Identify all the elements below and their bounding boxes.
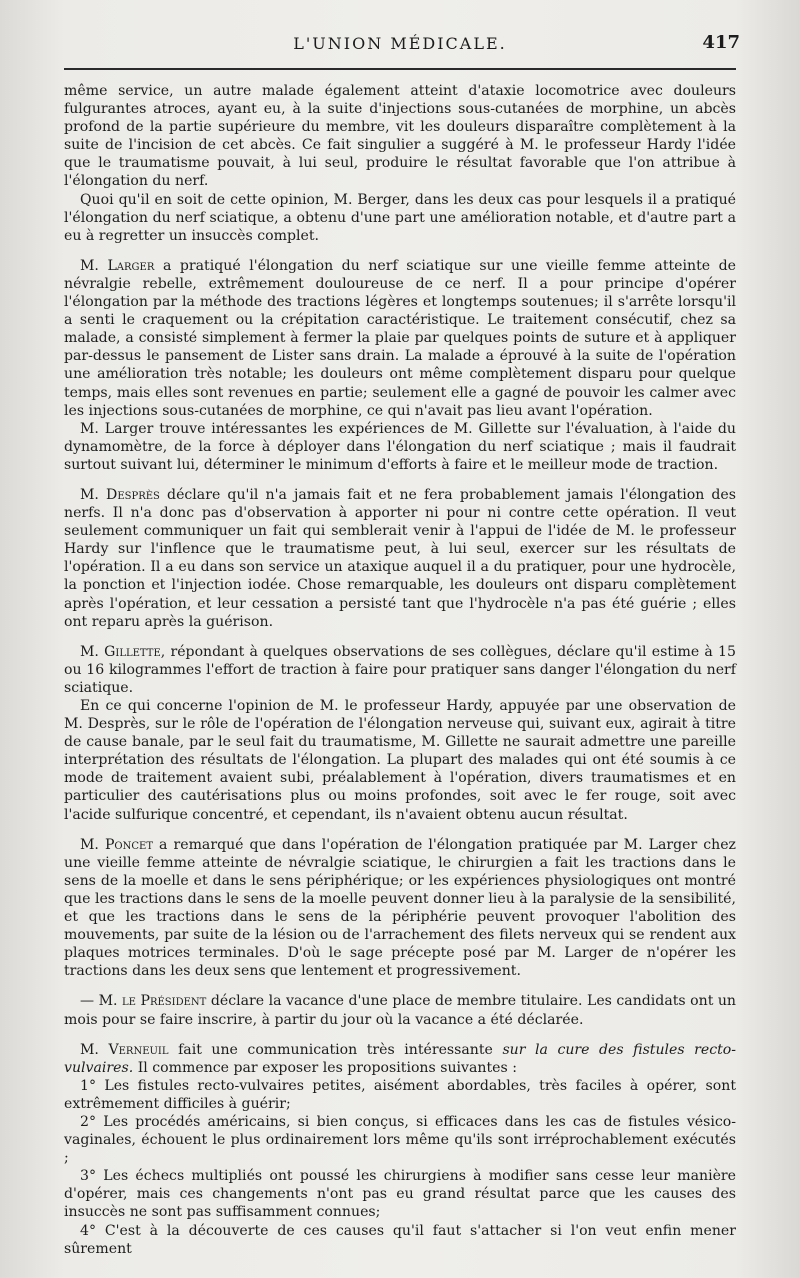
- communication-title: sur la cure des fistules recto-vulvaires.: [64, 1041, 737, 1076]
- paragraph-president: — M. le Président déclare la vacance d'une place de membre titulaire. Les candidats ont un mois pour se faire inscrire, à partir du jour où la vacance a été déclarée.: [64, 993, 737, 1028]
- proposition-1: 1° Les fistules recto-vulvaires petites, aisément abordables, très faciles à opérer, sont extrêmement difficiles à guérir;: [64, 1077, 736, 1112]
- paragraph-despres: M. Desprès déclare qu'il n'a jamais fait et ne fera probablement jamais l'élongation des nerfs. Il n'a donc pas d'observation à apporter ni pour ni contre cette opération. Il veut seulement communiquer un fait qui semblerait venir à l'appui de l'idée de M. le professeur Hardy sur l'inflence que le traumatisme peut, à lui seul, exercer sur les résultats de l'opération. Il a eu dans son service un ataxique auquel il a du pratiquer, pour une hydrocèle, la ponction et l'injection iodée. Chose remarquable, les douleurs ont disparu complètement après l'opération, et leur cessation a persisté tant que l'hydrocèle n'a pas été guérie ; elles ont reparu après la guérison.: [64, 486, 737, 630]
- paragraph-verneuil: M. Verneuil fait une communication très intéressante sur la cure des fistules recto-vulvaires. Il commence par exposer les propositions suivantes :: [64, 1041, 737, 1076]
- speaker-name: Président: [140, 993, 207, 1010]
- speaker-name: M. Larger: [80, 257, 155, 274]
- speaker-name: M. Poncet: [80, 836, 153, 853]
- speaker-name: M. Verneuil: [80, 1041, 169, 1058]
- header-rule: [64, 68, 736, 70]
- paragraph-continuation: même service, un autre malade également atteint d'ataxie locomotrice avec douleurs fulgurantes atroces, ayant eu, à la suite d'injections sous-cutanées de morphine, un abcès profond de la partie supérieure du membre, vit les douleurs disparaître complètement à la suite de l'incision de cet abcès. Ce fait singulier a suggéré à M. le professeur Hardy l'idée que le traumatisme pouvait, à lui seul, produire le résultat favorable que l'on attribue à l'élongation du nerf.: [64, 83, 736, 190]
- proposition-3: 3° Les échecs multipliés ont poussé les chirurgiens à modifier sans cesse leur manière d'opérer, mais ces changements n'ont pas eu grand résultat parce que les causes des insuccès ne sont pas suffisamment connues;: [64, 1168, 736, 1221]
- page-header: [64, 28, 740, 60]
- running-title: L'UNION MÉDICALE.: [293, 34, 507, 53]
- paragraph-gillette: M. Gillette, répondant à quelques observations de ses collègues, déclare qu'il estime à 15 ou 16 kilogrammes l'effort de traction à faire pour pratiquer sans danger l'élongation du nerf sciatique.: [64, 643, 736, 696]
- page-number: 417: [702, 32, 740, 53]
- proposition-2: 2° Les procédés américains, si bien conçus, si efficaces dans les cas de fistules vésico-vaginales, échouent le plus ordinairement lors même qu'ils sont irréprochablement exécutés ;: [64, 1113, 736, 1167]
- speaker-name: M. Desprès: [80, 486, 160, 503]
- body-text: [64, 82, 736, 1258]
- paragraph-berger: Quoi qu'il en soit de cette opinion, M. Berger, dans les deux cas pour lesquels il a pratiqué l'élongation du nerf sciatique, a obtenu d'une part une amélioration notable, et d'autre part a eu à regretter un insuccès complet.: [64, 191, 736, 244]
- speaker-name: M. Gillette,: [80, 643, 166, 660]
- paragraph-larger: M. Larger a pratiqué l'élongation du nerf sciatique sur une vieille femme atteinte de névralgie rebelle, extrêmement douloureuse de ce nerf. Il a pour principe d'opérer l'élongation par la méthode des tractions légères et longtemps soutenues; il s'arrête lorsqu'il a senti le craquement ou la crépitation caractéristique. Le traitement consécutif, chez sa malade, a consisté simplement à fermer la plaie par quelques points de suture et à appliquer par-dessus le pansement de Lister sans drain. La malade a éprouvé à la suite de l'opération une amélioration très notable; les douleurs ont même complètement disparu pour quelque temps, mais elles sont revenues en partie; seulement elle a gagné de pouvoir les calmer avec les injections sous-cutanées de morphine, ce qui n'avait pas lieu avant l'opération.: [64, 257, 736, 419]
- paragraph-poncet: M. Poncet a remarqué que dans l'opération de l'élongation pratiquée par M. Larger chez une vieille femme atteinte de névralgie sciatique, le chirurgien a fait les tractions dans le sens de la moelle et dans le sens périphérique; or les expériences physiologiques ont montré que les tractions dans le sens de la moelle peuvent donner lieu à la paralysie de la sensibilité, et que les tractions dans le sens de la périphérie peuvent provoquer l'abolition des mouvements, par suite de la lésion ou de l'arrachement des filets nerveux qui se rendent aux plaques motrices terminales. D'où le sage précepte posé par M. Larger de n'opérer les tractions dans les deux sens que lentement et progressivement.: [64, 836, 736, 980]
- paragraph-gillette-2: En ce qui concerne l'opinion de M. le professeur Hardy, appuyée par une observation de M. Desprès, sur le rôle de l'opération de l'élongation nerveuse qui, suivant eux, agirait à titre de cause banale, par le seul fait du traumatisme, M. Gillette ne saurait admettre une pareille interprétation des résultats de l'élongation. La plupart des malades qui ont été soumis à ce mode de traitement avaient subi, préalablement à l'opération, divers traumatismes et en particulier des cautérisations plus ou moins profondes, soit avec le fer rouge, soit avec l'acide sulfurique concentré, et cependant, ils n'avaient obtenu aucun résultat.: [64, 698, 736, 823]
- proposition-4: 4° C'est à la découverte de ces causes qu'il faut s'attacher si l'on veut enfin mener sûrement: [64, 1222, 736, 1257]
- paragraph-larger-2: M. Larger trouve intéressantes les expériences de M. Gillette sur l'évaluation, à l'aide du dynamomètre, de la force à déployer dans l'élongation du nerf sciatique ; mais il faudrait surtout suivant lui, déterminer le minimum d'efforts à faire et le meilleur mode de traction.: [64, 420, 736, 473]
